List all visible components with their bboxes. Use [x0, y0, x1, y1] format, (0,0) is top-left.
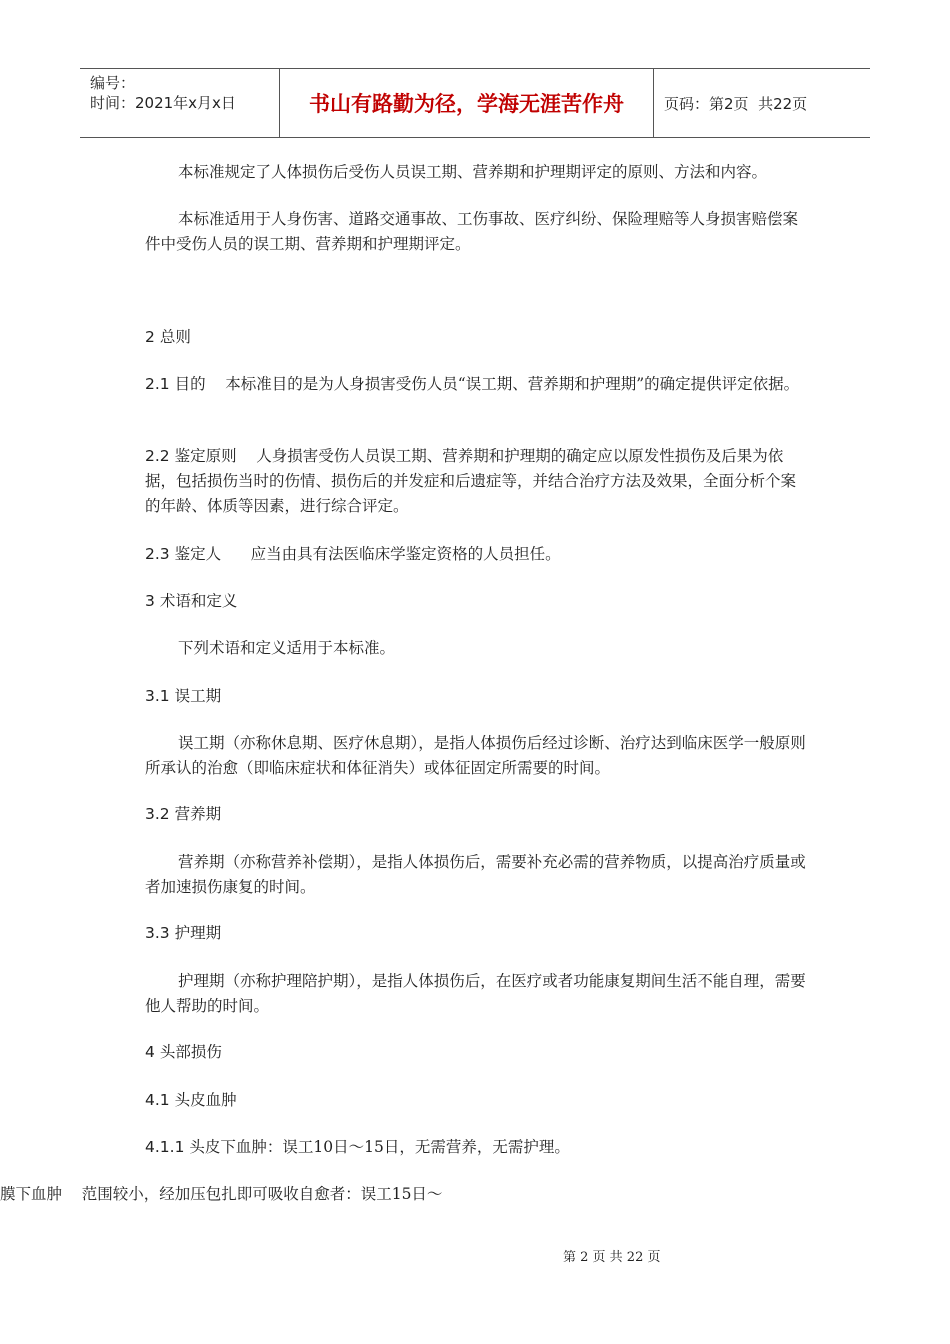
number-label: 编号： — [90, 74, 136, 92]
heading-number: 3.2 — [145, 805, 170, 823]
clause-text: 头皮下血肿：误工10日～15日，无需营养，无需护理。 — [189, 1138, 570, 1156]
clause-4-1-1 — [145, 1135, 810, 1160]
clause-2-3 — [145, 542, 810, 567]
clause-number: 4.1.1 — [145, 1138, 185, 1156]
definition-nursing-period: 护理期（亦称护理陪护期），是指人体损伤后，在医疗或者功能康复期间生活不能自理，需要他人帮助的时间。 — [145, 972, 806, 1015]
clause-text: 鉴定人 应当由具有法医临床学鉴定资格的人员担任。 — [174, 545, 561, 563]
paragraph-applicability: 本标准适用于人身伤害、道路交通事故、工伤事故、医疗纠纷、保险理赔等人身损害赔偿案件中受伤人员的误工期、营养期和护理期评定。 — [145, 210, 799, 253]
cut-off-line: 膜下血肿 范围较小，经加压包扎即可吸收自愈者：误工15日～ — [0, 1185, 443, 1203]
terms-intro: 下列术语和定义适用于本标准。 — [178, 639, 396, 657]
clause-text: 目的 本标准目的是为人身损害受伤人员“误工期、营养期和护理期”的确定提供评定依据。 — [174, 375, 800, 393]
heading-text: 术语和定义 — [159, 592, 238, 610]
header-left-cell — [80, 69, 280, 137]
definition-nutrition-period: 营养期（亦称营养补偿期），是指人体损伤后，需要补充必需的营养物质，以提高治疗质量或者加速损伤康复的时间。 — [145, 853, 806, 896]
heading-text: 护理期 — [174, 924, 222, 942]
clause-2-1 — [145, 372, 810, 397]
heading-3 — [145, 589, 810, 614]
page-footer-text: 第 2 页 共 22 页 — [563, 1250, 661, 1265]
clause-number: 2.2 — [145, 447, 170, 465]
time-label: 时间：2021年x月x日 — [90, 94, 236, 112]
heading-text: 总则 — [159, 328, 191, 346]
heading-3-1 — [145, 684, 810, 709]
heading-3-3 — [145, 921, 810, 946]
heading-number: 3.1 — [145, 687, 170, 705]
heading-2 — [145, 325, 810, 350]
clause-number: 2.1 — [145, 375, 170, 393]
header-right-cell — [654, 69, 870, 137]
heading-text: 误工期 — [174, 687, 222, 705]
heading-4-1 — [145, 1088, 810, 1113]
heading-text: 头部损伤 — [159, 1043, 222, 1061]
heading-number: 3.3 — [145, 924, 170, 942]
heading-number: 4 — [145, 1043, 155, 1061]
definition-lost-work-period: 误工期（亦称休息期、医疗休息期），是指人体损伤后经过诊断、治疗达到临床医学一般原则所承认的治愈（即临床症状和体征消失）或体征固定所需要的时间。 — [145, 734, 806, 777]
document-header — [80, 68, 870, 138]
clause-number: 2.3 — [145, 545, 170, 563]
clause-text: 鉴定原则 人身损害受伤人员误工期、营养期和护理期的确定应以原发性损伤及后果为依据，包括损伤当时的伤情、损伤后的并发症和后遗症等，并结合治疗方法及效果，全面分析个案的年龄、体质等因素，进行综合评定。 — [145, 447, 797, 515]
heading-number: 3 — [145, 592, 155, 610]
heading-4 — [145, 1040, 810, 1065]
heading-text: 头皮血肿 — [174, 1091, 237, 1109]
heading-number: 2 — [145, 328, 155, 346]
motto: 书山有路勤为径，学海无涯苦作舟 — [280, 69, 654, 137]
heading-3-2 — [145, 802, 810, 827]
page-label: 页码：第2页 共22页 — [664, 94, 808, 113]
clause-2-2 — [145, 444, 810, 519]
paragraph-scope: 本标准规定了人体损伤后受伤人员误工期、营养期和护理期评定的原则、方法和内容。 — [178, 163, 768, 181]
heading-text: 营养期 — [174, 805, 222, 823]
heading-number: 4.1 — [145, 1091, 170, 1109]
